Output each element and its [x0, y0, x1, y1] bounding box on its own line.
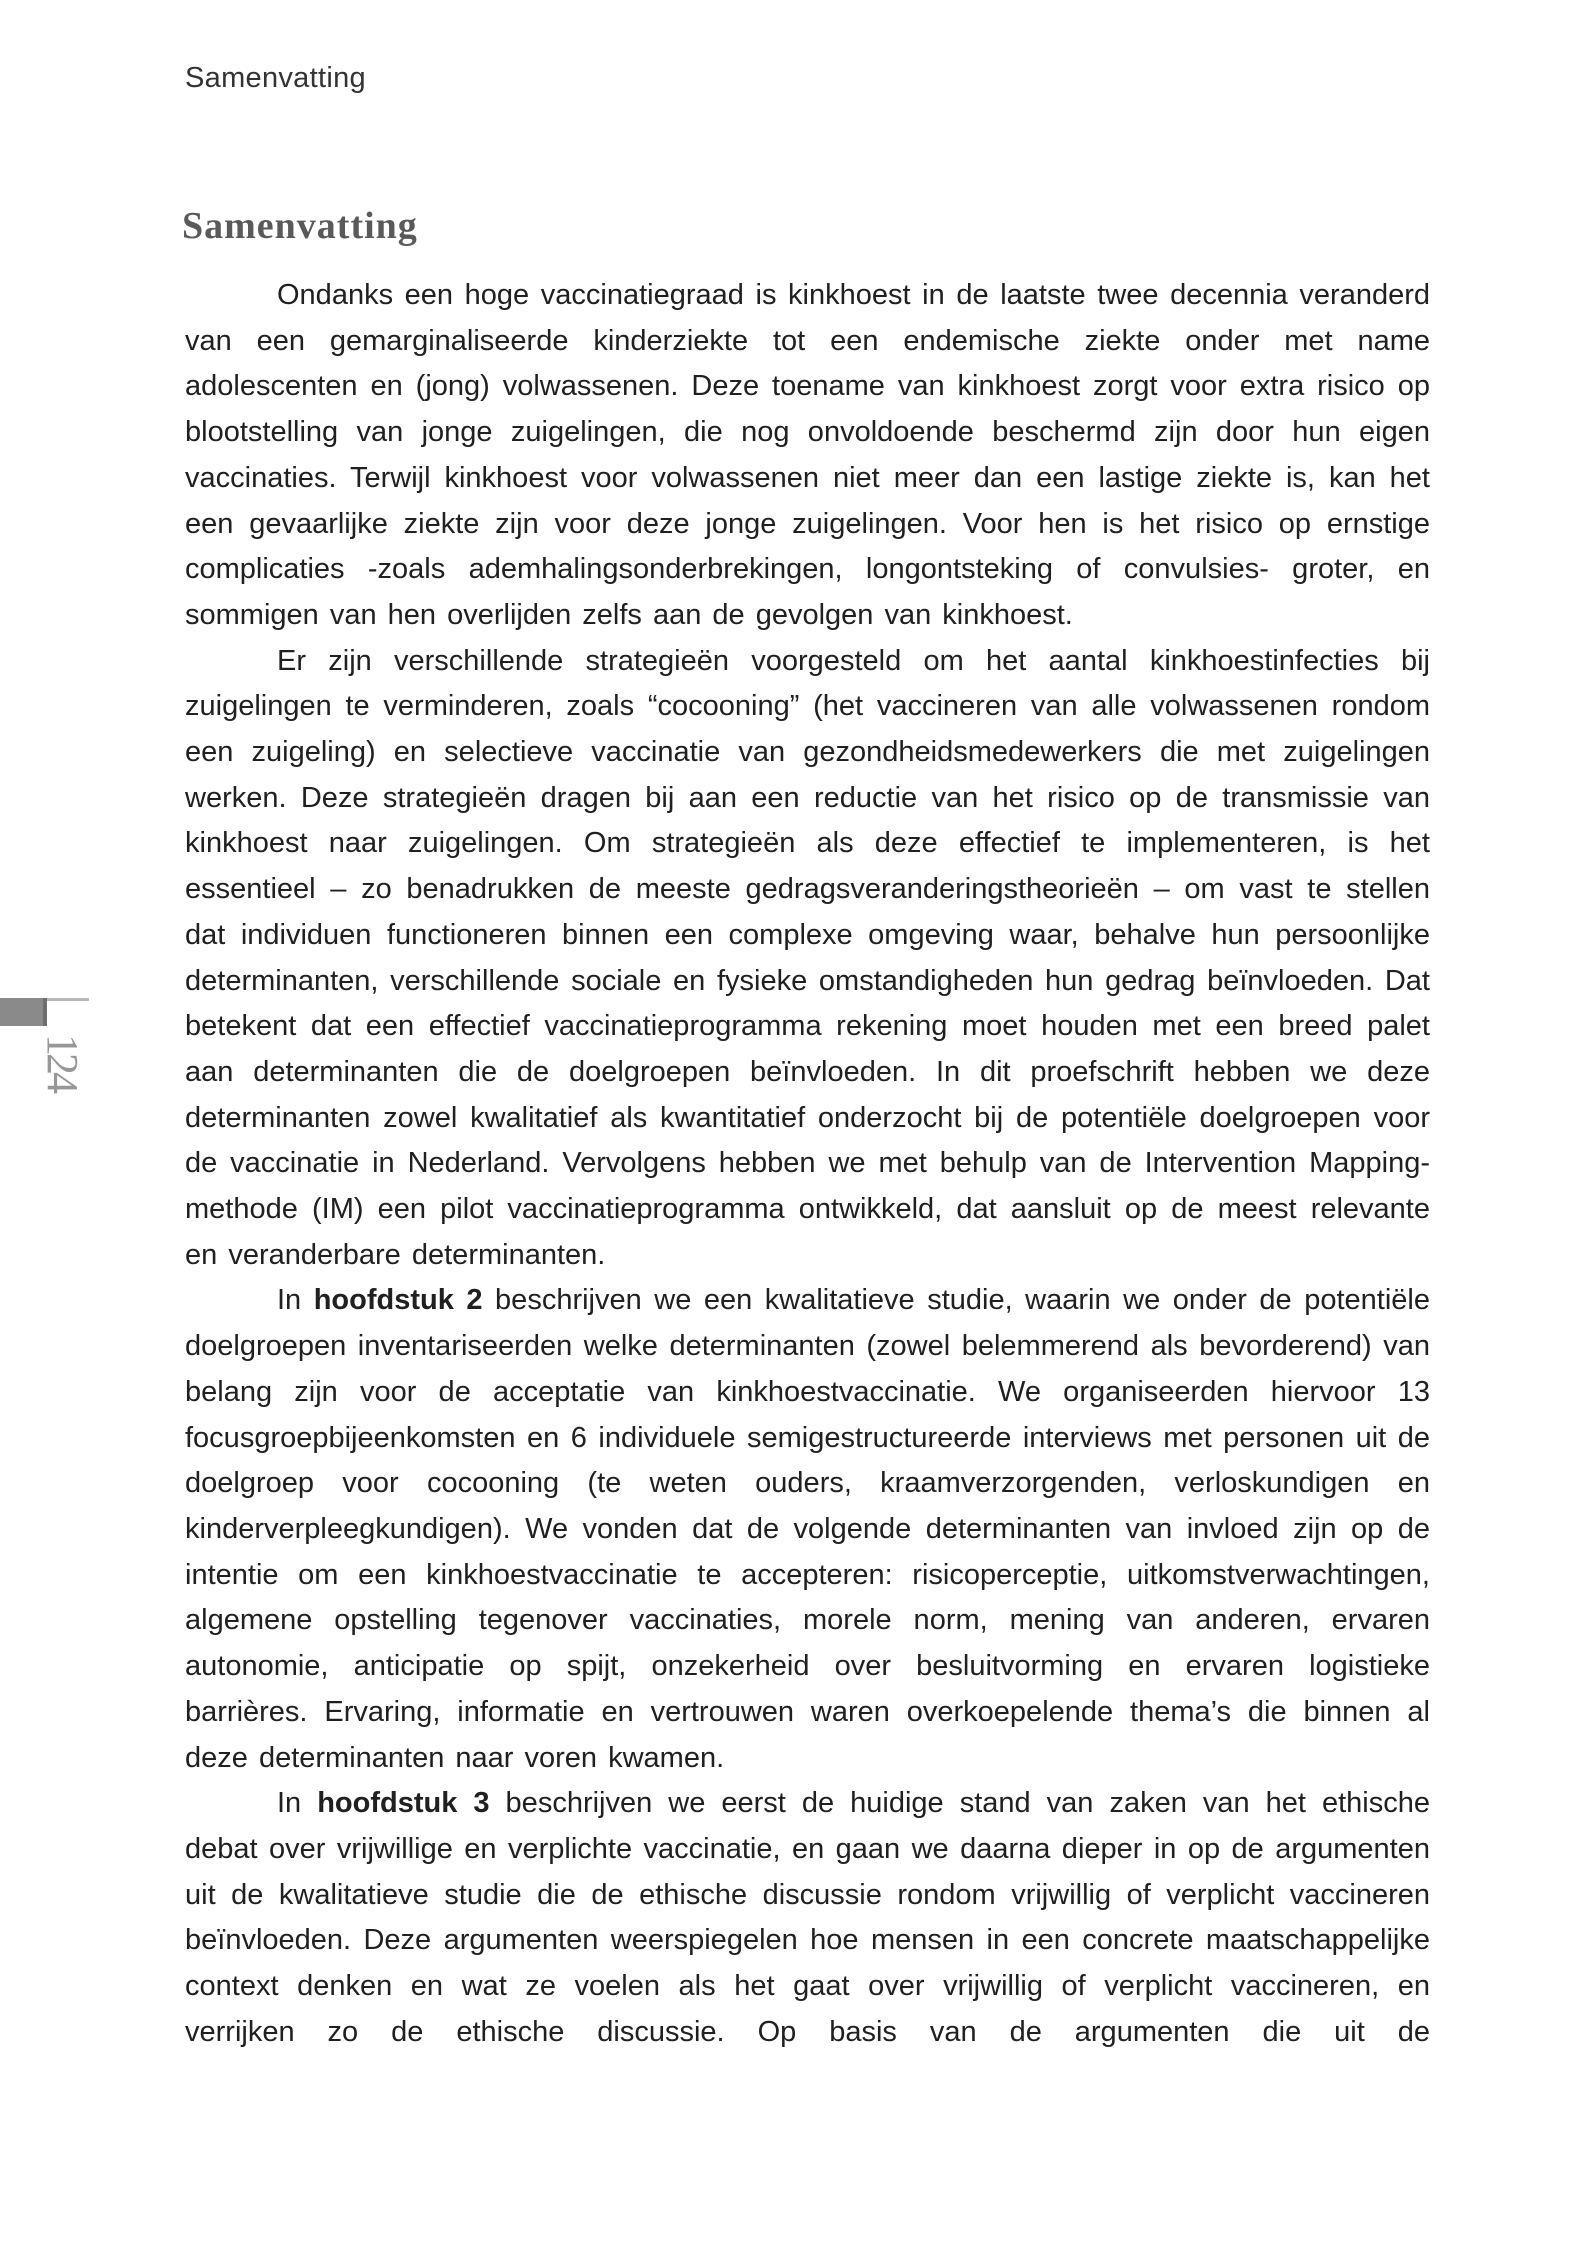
paragraph: [185, 1781, 1430, 2055]
text-run: In: [277, 1284, 314, 1317]
text-run: beschrijven we een kwalitatieve studie, waarin we onder de potentiële doelgroepen inventariseerden welke determinanten (zowel belemmerend als bevorderend) van belang zijn voor de acceptatie van kinkhoestvaccinatie. We organiseerden hiervoor 13 focusgroepbijeenkomsten en 6 individuele semigestructureerde interviews met personen uit de doelgroep voor cocooning (te weten ouders, kraamverzorgenden, verloskundigen en kinderverpleegkundigen). We vonden dat de volgende determinanten van invloed zijn op de intentie om een kinkhoestvaccinatie te accepteren: risicoperceptie, uitkomstverwachtingen, algemene opstelling tegenover vaccinaties, morele norm, mening van anderen, ervaren autonomie, anticipatie op spijt, onzekerheid over besluitvorming en ervaren logistieke barrières. Ervaring, informatie en vertrouwen waren overkoepelende thema’s die binnen al deze determinanten naar voren kwamen.: [185, 1284, 1430, 1774]
paragraph: [185, 1278, 1430, 1781]
page-edge-tab-border: [43, 998, 47, 1026]
body-paragraphs: [185, 273, 1430, 2055]
page-number: 124: [38, 1034, 87, 1091]
section-title: Samenvatting: [182, 205, 418, 247]
text-run: beschrijven we eerst de huidige stand van zaken van het ethische debat over vrijwillige en verplichte vaccinatie, en gaan we daarna dieper in op de argumenten uit de kwalitatieve studie die de ethische discussie rondom vrijwillig of verplicht vaccineren beïnvloeden. Deze argumenten weerspiegelen hoe mensen in een concrete maatschappelijke context denken en wat ze voelen als het gaat over vrijwillig of verplicht vaccineren, en verrijken zo de ethische discussie. Op basis van de argumenten die uit de: [185, 1787, 1430, 2048]
text-run: In: [277, 1787, 318, 1820]
page-edge-tab: [0, 998, 43, 1026]
bold-run: hoofdstuk 2: [313, 1284, 483, 1317]
running-header: Samenvatting: [185, 62, 366, 94]
page-edge-tab-rule: [47, 998, 89, 1001]
paragraph: [185, 639, 1430, 1279]
text-run: Er zijn verschillende strategieën voorgesteld om het aantal kinkhoestinfecties bij zuigelingen te verminderen, zoals “cocooning” (het vaccineren van alle volwassenen rondom een zuigeling) en selectieve vaccinatie van gezondheidsmedewerkers die met zuigelingen werken. Deze strategieën dragen bij aan een reductie van het risico op de transmissie van kinkhoest naar zuigelingen. Om strategieën als deze effectief te implementeren, is het essentieel – zo benadrukken de meeste gedragsveranderingstheorieën – om vast te stellen dat individuen functioneren binnen een complexe omgeving waar, behalve hun persoonlijke determinanten, verschillende sociale en fysieke omstandigheden hun gedrag beïnvloeden. Dat betekent dat een effectief vaccinatieprogramma rekening moet houden met een breed palet aan determinanten die de doelgroepen beïnvloeden. In dit proefschrift hebben we deze determinanten zowel kwalitatief als kwantitatief onderzocht bij de potentiële doelgroepen voor de vaccinatie in Nederland. Vervolgens hebben we met behulp van de Intervention Mapping-methode (IM) een pilot vaccinatieprogramma ontwikkeld, dat aansluit op de meest relevante en veranderbare determinanten.: [185, 644, 1430, 1271]
text-run: Ondanks een hoge vaccinatiegraad is kinkhoest in de laatste twee decennia veranderd van een gemarginaliseerde kinderziekte tot een endemische ziekte onder met name adolescenten en (jong) volwassenen. Deze toename van kinkhoest zorgt voor extra risico op blootstelling van jonge zuigelingen, die nog onvoldoende beschermd zijn door hun eigen vaccinaties. Terwijl kinkhoest voor volwassenen niet meer dan een lastige ziekte is, kan het een gevaarlijke ziekte zijn voor deze jonge zuigelingen. Voor hen is het risico op ernstige complicaties -zoals ademhalingsonderbrekingen, longontsteking of convulsies- groter, en sommigen van hen overlijden zelfs aan de gevolgen van kinkhoest.: [185, 279, 1430, 631]
paragraph: [185, 273, 1430, 639]
bold-run: hoofdstuk 3: [317, 1787, 490, 1820]
